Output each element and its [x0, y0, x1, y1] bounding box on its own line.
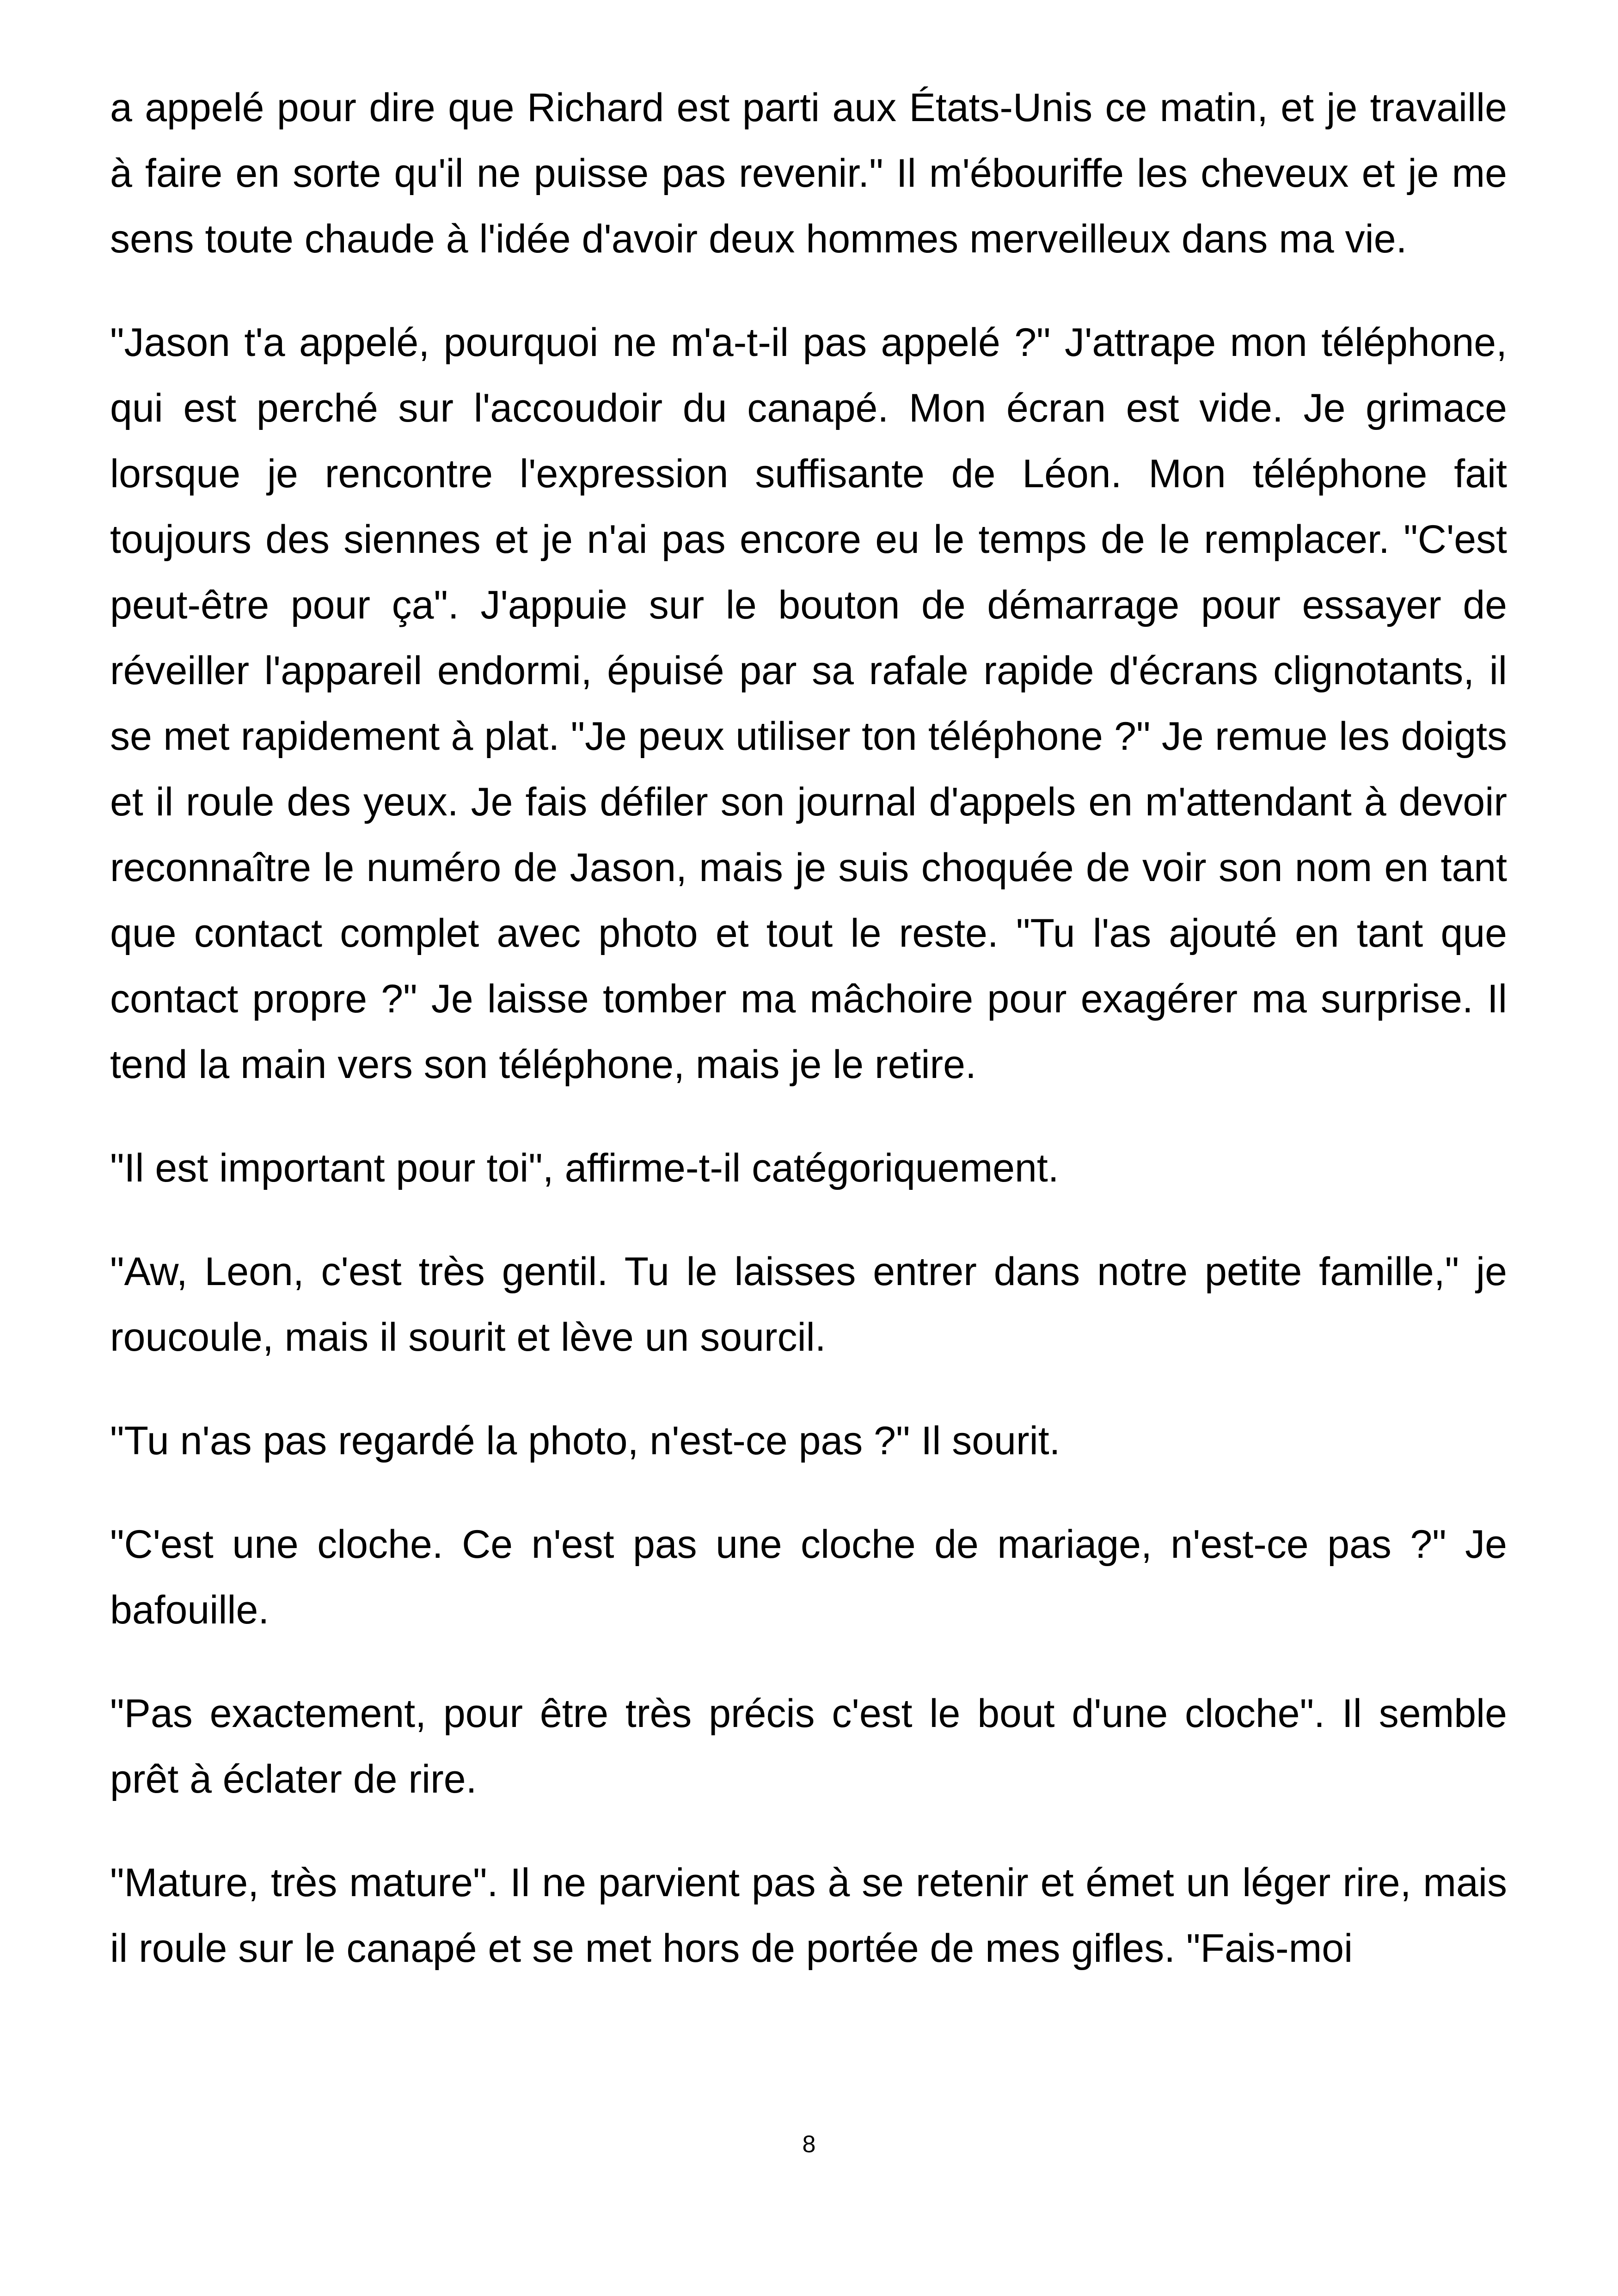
paragraph-6: "C'est une cloche. Ce n'est pas une cloche de mariage, n'est-ce pas ?" Je bafouille. — [110, 1522, 1507, 1632]
body-text — [110, 75, 1507, 2019]
page-number: 8 — [802, 2131, 816, 2158]
paragraph-7: "Pas exactement, pour être très précis c'est le bout d'une cloche". Il semble prêt à éclater de rire. — [110, 1691, 1507, 1801]
paragraph-8: "Mature, très mature". Il ne parvient pas à se retenir et émet un léger rire, mais il roule sur le canapé et se met hors de portée de mes gifles. "Fais-moi — [110, 1861, 1507, 1971]
paragraph-5: "Tu n'as pas regardé la photo, n'est-ce pas ?" Il sourit. — [110, 1419, 1060, 1463]
paragraph-4: "Aw, Leon, c'est très gentil. Tu le laisses entrer dans notre petite famille," je roucoule, mais il sourit et lève un sourcil. — [110, 1249, 1507, 1359]
paragraph-1: a appelé pour dire que Richard est parti aux États-Unis ce matin, et je travaille à faire en sorte qu'il ne puisse pas revenir." Il m'ébouriffe les cheveux et je me sens toute chaude à l'idée d'avoir deux hommes merveilleux dans ma vie. — [110, 86, 1507, 261]
paragraph-3: "Il est important pour toi", affirme-t-il catégoriquement. — [110, 1146, 1059, 1190]
paragraph-2: "Jason t'a appelé, pourquoi ne m'a-t-il pas appelé ?" J'attrape mon téléphone, qui est perché sur l'accoudoir du canapé. Mon écran est vide. Je grimace lorsque je rencontre l'expression suffisante de Léon. Mon téléphone fait toujours des siennes et je n'ai pas encore eu le temps de le remplacer. "C'est peut-être pour ça". J'appuie sur le bouton de démarrage pour essayer de réveiller l'appareil endormi, épuisé par sa rafale rapide d'écrans clignotants, il se met rapidement à plat. "Je peux utiliser ton téléphone ?" Je remue les doigts et il roule des yeux. Je fais défiler son journal d'appels en m'attendant à devoir reconnaître le numéro de Jason, mais je suis choquée de voir son nom en tant que contact complet avec photo et tout le reste. "Tu l'as ajouté en tant que contact propre ?" Je laisse tomber ma mâchoire pour exagérer ma surprise. Il tend la main vers son téléphone, mais je le retire. — [110, 320, 1507, 1087]
